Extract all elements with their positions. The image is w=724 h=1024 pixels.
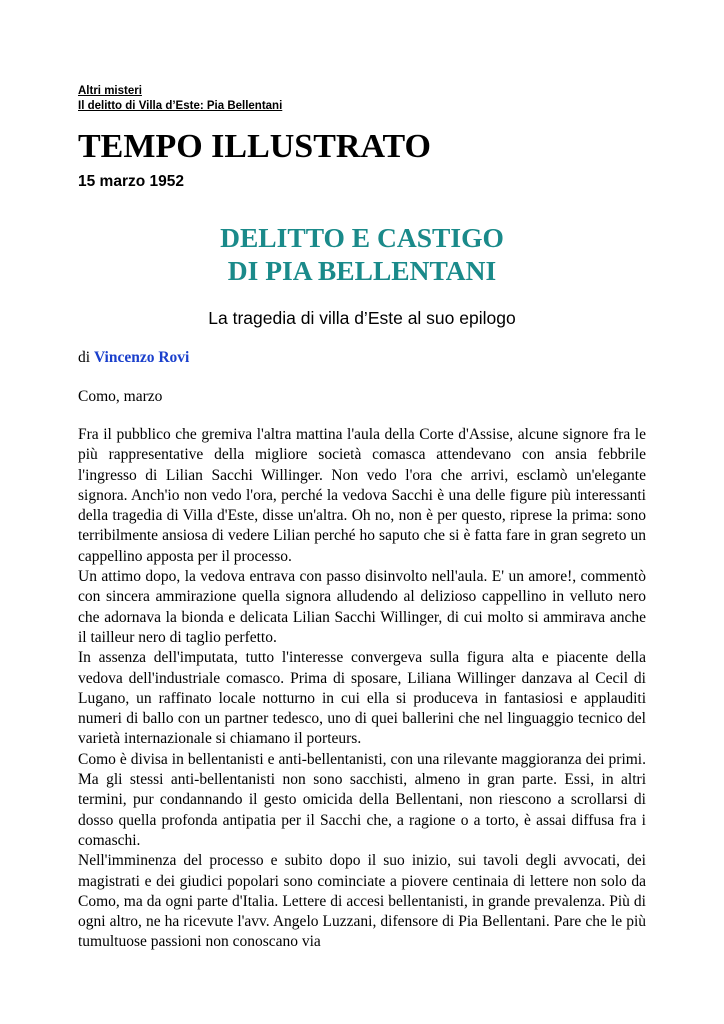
article-paragraph: Un attimo dopo, la vedova entrava con passo disinvolto nell'aula. E' un amore!, commentò con sincera ammirazione quella signora alludendo al delizioso cappellino in velluto nero che adornava la bionda e delicata Lilian Sacchi Willinger, di cui molto si ammirava anche il tailleur nero di taglio perfetto.: [78, 568, 646, 646]
magazine-title: TEMPO ILLUSTRATO: [78, 128, 431, 165]
article-paragraph: Como è divisa in bellentanisti e anti-bellentanisti, con una rilevante maggioranza dei primi. Ma gli stessi anti-bellentanisti non sono sacchisti, almeno in gran parte. Essi, in altri termini, pur condannando il gesto omicida della Bellentani, non riescono a scrollarsi di dosso quella profonda antipatia per il Sacchi che, a ragione o a torto, è assai diffusa fra i comaschi.: [78, 750, 646, 849]
breadcrumb: [78, 84, 282, 114]
author-name: Vincenzo Rovi: [93, 349, 190, 366]
byline: [78, 347, 189, 369]
article-paragraph: Nell'imminenza del processo e subito dopo il suo inizio, sui tavoli degli avvocati, dei magistrati e dei giudici popolari sono cominciate a piovere centinaia di lettere non solo da Como, ma da ogni parte d'Italia. Lettere di accesi bellentanisti, in grande prevalenza. Più di ogni altro, ne ha ricevute l'avv. Angelo Luzzani, difensore di Pia Bellentani. Pare che le più tumultuose passioni non conoscano via: [78, 852, 646, 951]
headline-line-1: DELITTO E CASTIGO: [220, 222, 504, 253]
breadcrumb-link-altri-misteri[interactable]: Altri misteri: [78, 85, 142, 97]
breadcrumb-link-current-page[interactable]: Il delitto di Villa d’Este: Pia Bellentani: [78, 100, 283, 112]
article-paragraph: Fra il pubblico che gremiva l'altra mattina l'aula della Corte d'Assise, alcune signore fra le più rappresentative della migliore società comasca attendevano con ansia febbrile l'ingresso di Lilian Sacchi Willinger. Non vedo l'ora che arrivi, esclamò un'elegante signora. Anch'io non vedo l'ora, perché la vedova Sacchi è una delle figure più interessanti della tragedia di Villa d'Este, disse un'altra. Oh no, non è per questo, riprese la prima: sono terribilmente ansiosa di vedere Lilian perché ho saputo che si è fatta fare in gran segreto un cappellino apposta per il processo.: [78, 426, 646, 565]
headline-line-2: DI PIA BELLENTANI: [227, 255, 497, 286]
article-body: [78, 425, 646, 953]
article-headline: [78, 221, 646, 287]
article-subheadline: La tragedia di villa d’Este al suo epilogo: [208, 308, 516, 328]
dateline: Como, marzo: [78, 388, 163, 405]
article-paragraph: In assenza dell'imputata, tutto l'interesse convergeva sulla figura alta e piacente della vedova dell'industriale comasco. Prima di sposare, Liliana Willinger danzava al Cecil di Lugano, un raffinato locale notturno in cui ella si produceva in fantasiosi e applauditi numeri di ballo con un partner tedesco, uno di quei ballerini che nel linguaggio tecnico del varietà internazionale si chiamano il porteurs.: [78, 649, 646, 748]
issue-date: 15 marzo 1952: [78, 173, 184, 190]
byline-prefix: di: [78, 349, 91, 366]
